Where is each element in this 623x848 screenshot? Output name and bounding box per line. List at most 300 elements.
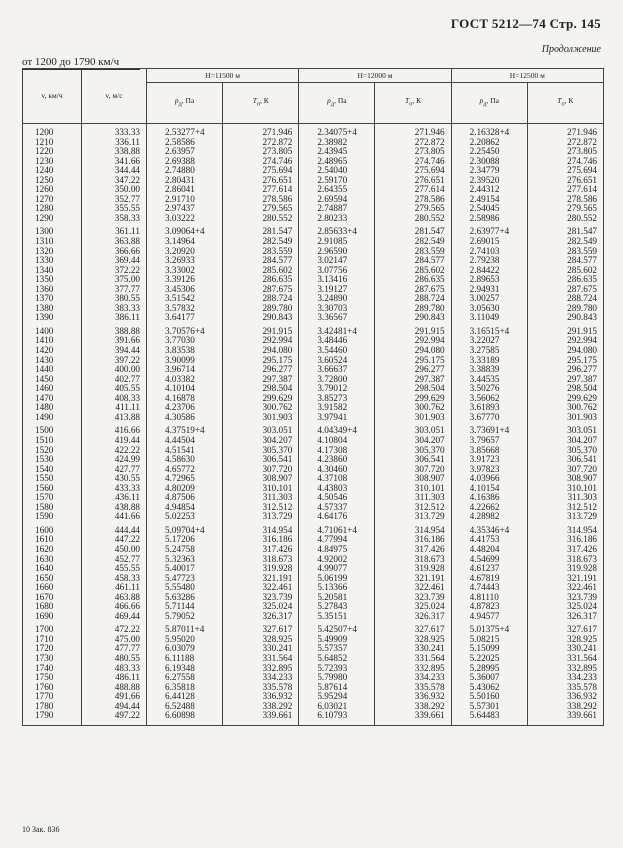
temperature-cells xyxy=(223,128,299,223)
table-cell: 1650 xyxy=(35,573,54,583)
table-cell: 273.805 xyxy=(262,147,293,157)
table-cell: 1310 xyxy=(35,237,54,247)
col-header-temperature xyxy=(223,83,299,124)
table-cell: 326.317 xyxy=(567,611,597,621)
table-cell: 3.97823 xyxy=(469,464,500,474)
speed-ms-cells xyxy=(82,227,147,322)
col-header-temperature xyxy=(375,83,451,124)
table-cell: 311.303 xyxy=(415,493,445,503)
table-cell: 3.77030 xyxy=(165,336,195,346)
table-cell: 2.59170 xyxy=(317,175,348,185)
table-cell: 308.907 xyxy=(567,474,597,484)
table-cell: 3.85273 xyxy=(317,393,348,403)
table-cell: 298.504 xyxy=(414,384,445,394)
table-cell: 1430 xyxy=(35,355,54,365)
table-cell: 347.22 xyxy=(114,175,140,185)
table-cell: 1400 xyxy=(35,326,54,336)
table-cell: 3.11049 xyxy=(469,313,500,323)
speed-ms-cells xyxy=(82,426,147,521)
table-cell: 1480 xyxy=(35,403,54,413)
table-cell: 2.64355 xyxy=(317,185,348,195)
table-cell: 3.26933 xyxy=(165,256,195,266)
table-cell: 330.241 xyxy=(414,644,445,654)
table-cell: 290.843 xyxy=(414,313,445,323)
table-cell: 300.762 xyxy=(567,403,597,413)
table-cell: 5.79980 xyxy=(317,673,348,683)
table-cell: 3.07756 xyxy=(317,265,348,275)
pressure-cells xyxy=(147,625,223,720)
table-cell: 3.09064+4 xyxy=(165,227,205,237)
table-cell: 282.549 xyxy=(414,237,445,247)
table-cell: 469.44 xyxy=(114,611,140,621)
table-cell: 2.58986 xyxy=(469,213,500,223)
table-cell: 2.80233 xyxy=(317,213,348,223)
table-cell: 2.49154 xyxy=(469,194,500,204)
pressure-cells xyxy=(299,227,375,322)
temperature-unit: , К xyxy=(260,96,269,106)
table-cell: 4.10804 xyxy=(317,435,348,445)
table-cell: 3.39126 xyxy=(165,275,195,285)
table-cell: 3.27585 xyxy=(469,346,500,356)
table-cell: 2.69594 xyxy=(317,194,348,204)
table-cell: 301.903 xyxy=(567,412,597,422)
table-cell: 326.317 xyxy=(262,611,293,621)
table-cell: 4.77994 xyxy=(317,535,348,545)
table-cell: 5.47723 xyxy=(165,573,195,583)
pressure-unit: , Па xyxy=(181,96,195,106)
table-cell: 1760 xyxy=(35,682,54,692)
temperature-cells xyxy=(223,426,299,521)
table-cell: 3.72800 xyxy=(317,374,348,384)
table-cell: 6.19348 xyxy=(165,663,195,673)
table-cell: 308.907 xyxy=(262,474,293,484)
table-cell: 1390 xyxy=(35,313,54,323)
table-cell: 281.547 xyxy=(567,227,597,237)
table-cell: 4.74443 xyxy=(469,583,500,593)
table-cell: 394.44 xyxy=(114,346,140,356)
table-cell: 5.50160 xyxy=(469,692,500,702)
pressure-cells xyxy=(299,625,375,720)
table-cell: 4.10154 xyxy=(469,483,500,493)
table-cell: 325.024 xyxy=(262,602,293,612)
temperature-cells xyxy=(223,526,299,621)
table-cell: 4.16878 xyxy=(165,393,195,403)
table-cell: 278.586 xyxy=(567,194,597,204)
table-cell: 300.762 xyxy=(414,403,445,413)
table-cell: 3.16515+4 xyxy=(469,326,510,336)
table-cell: 298.504 xyxy=(262,384,293,394)
temperature-cells xyxy=(527,526,603,621)
table-cell: 377.77 xyxy=(114,284,140,294)
table-cell: 310.101 xyxy=(567,483,597,493)
table-cell: 2.80431 xyxy=(165,175,195,185)
table-cell: 277.614 xyxy=(262,185,293,195)
table-cell: 475.00 xyxy=(114,634,140,644)
table-cell: 316.186 xyxy=(262,535,293,545)
table-cell: 275.694 xyxy=(414,166,445,176)
table-cell: 6.10793 xyxy=(317,711,348,721)
table-cell: 338.292 xyxy=(262,701,293,711)
pressure-cells xyxy=(451,128,527,223)
table-cell: 4.87823 xyxy=(469,602,500,612)
table-cell: 271.946 xyxy=(567,128,597,137)
table-cell: 3.14964 xyxy=(165,237,195,247)
temperature-cells xyxy=(527,227,603,322)
table-cell: 5.57357 xyxy=(317,644,348,654)
table-cell: 3.90099 xyxy=(165,355,195,365)
temperature-cells xyxy=(375,426,451,521)
table-cell: 298.504 xyxy=(567,384,597,394)
table-cell: 402.77 xyxy=(114,374,140,384)
table-cell: 2.38982 xyxy=(317,137,348,147)
table-cell: 1280 xyxy=(35,204,54,214)
table-cell: 311.303 xyxy=(262,493,293,503)
table-cell: 282.549 xyxy=(262,237,293,247)
table-cell: 1460 xyxy=(35,384,54,394)
table-cell: 330.241 xyxy=(262,644,293,654)
table-cell: 2.48965 xyxy=(317,156,348,166)
table-cell: 424.99 xyxy=(114,455,140,465)
table-cell: 280.552 xyxy=(414,213,445,223)
table-cell: 2.91085 xyxy=(317,237,348,247)
speed-ms-cells xyxy=(82,128,147,223)
table-cell: 334.233 xyxy=(414,673,445,683)
table-cell: 280.552 xyxy=(262,213,293,223)
table-cell: 1570 xyxy=(35,493,54,503)
table-cell: 436.11 xyxy=(115,493,140,503)
table-cell: 3.66637 xyxy=(317,365,348,375)
table-cell: 331.564 xyxy=(567,653,597,663)
table-cell: 447.22 xyxy=(114,535,140,545)
table-cell: 1380 xyxy=(35,303,54,313)
table-cell: 310.101 xyxy=(262,483,293,493)
table-cell: 416.66 xyxy=(114,426,140,436)
table-cell: 3.83538 xyxy=(165,346,195,356)
table-cell: 2.30088 xyxy=(469,156,500,166)
table-cell: 1780 xyxy=(35,701,54,711)
table-cell: 4.51541 xyxy=(165,445,195,455)
table-cell: 303.051 xyxy=(567,426,597,436)
table-cell: 301.903 xyxy=(414,412,445,422)
table-cell: 2.69015 xyxy=(469,237,500,247)
table-cell: 388.88 xyxy=(114,326,140,336)
table-cell: 438.88 xyxy=(114,502,140,512)
table-cell: 1610 xyxy=(35,535,54,545)
temperature-cells xyxy=(527,625,603,720)
table-cell: 297.387 xyxy=(262,374,293,384)
pressure-cells xyxy=(451,526,527,621)
table-cell: 317.426 xyxy=(414,544,445,554)
table-cell: 289.780 xyxy=(414,303,445,313)
table-cell: 288.724 xyxy=(414,294,445,304)
page-header xyxy=(451,16,601,32)
table-cell: 325.024 xyxy=(567,602,597,612)
table-cell: 1300 xyxy=(35,227,54,237)
table-row-group xyxy=(23,526,604,621)
table-cell: 335.578 xyxy=(567,682,597,692)
table-cell: 310.101 xyxy=(414,483,445,493)
table-cell: 3.33189 xyxy=(469,355,500,365)
table-cell: 1620 xyxy=(35,544,54,554)
table-cell: 5.79052 xyxy=(165,611,195,621)
table-cell: 3.67770 xyxy=(469,412,500,422)
table-cell: 1730 xyxy=(35,653,54,663)
table-cell: 294.080 xyxy=(414,346,445,356)
table-cell: 3.61893 xyxy=(469,403,500,413)
col-header-altitude-3: H=12500 м xyxy=(451,69,603,83)
table-cell: 327.617 xyxy=(262,625,293,635)
table-cell: 292.994 xyxy=(414,336,445,346)
table-cell: 1770 xyxy=(35,692,54,702)
temperature-symbol: $T_о$ xyxy=(252,96,260,108)
table-cell: 5.72393 xyxy=(317,663,348,673)
table-cell: 1550 xyxy=(35,474,54,484)
table-cell: 450.00 xyxy=(114,544,140,554)
table-cell: 273.805 xyxy=(567,147,597,157)
table-cell: 274.746 xyxy=(567,156,597,166)
table-cell: 301.903 xyxy=(262,412,293,422)
table-cell: 1670 xyxy=(35,592,54,602)
temperature-symbol: $T_о$ xyxy=(405,96,413,108)
table-cell: 3.45306 xyxy=(165,284,195,294)
table-cell: 1210 xyxy=(35,137,54,147)
table-cell: 2.54040 xyxy=(317,166,348,176)
temperature-cells xyxy=(375,625,451,720)
table-cell: 458.33 xyxy=(114,573,140,583)
table-cell: 281.547 xyxy=(262,227,293,237)
table-cell: 284.577 xyxy=(262,256,293,266)
table-row-group xyxy=(23,625,604,720)
table-cell: 1790 xyxy=(35,711,54,721)
table-cell: 292.994 xyxy=(567,336,597,346)
table-cell: 1440 xyxy=(35,365,54,375)
speed-ms-cells xyxy=(82,625,147,720)
table-cell: 294.080 xyxy=(262,346,293,356)
pressure-symbol: $p_д$ xyxy=(479,96,487,108)
temperature-cells xyxy=(375,128,451,223)
table-cell: 339.661 xyxy=(567,711,597,721)
table-cell: 305.370 xyxy=(414,445,445,455)
temperature-symbol: $T_о$ xyxy=(557,96,565,108)
table-cell: 4.71061+4 xyxy=(317,525,357,535)
table-cell: 494.44 xyxy=(114,701,140,711)
table-cell: 326.317 xyxy=(414,611,445,621)
table-cell: 304.207 xyxy=(262,435,293,445)
table-cell: 4.17308 xyxy=(317,445,348,455)
table-cell: 1590 xyxy=(35,512,54,522)
table-cell: 2.84422 xyxy=(469,265,500,275)
table-cell: 408.33 xyxy=(114,393,140,403)
table-cell: 314.954 xyxy=(262,525,293,535)
group-spacer xyxy=(23,721,604,726)
table-cell: 1200 xyxy=(35,128,54,137)
table-cell: 430.55 xyxy=(114,474,140,484)
table-cell: 5.15099 xyxy=(469,644,500,654)
table-cell: 4.57337 xyxy=(317,502,348,512)
table-cell: 3.85668 xyxy=(469,445,500,455)
col-header-pressure xyxy=(451,83,527,124)
table-cell: 4.94577 xyxy=(469,611,500,621)
table-cell: 282.549 xyxy=(567,237,597,247)
table-cell: 413.88 xyxy=(114,412,140,422)
table-cell: 319.928 xyxy=(567,564,597,574)
table-cell: 1220 xyxy=(35,147,54,157)
table-cell: 312.512 xyxy=(567,502,597,512)
table-cell: 323.739 xyxy=(414,592,445,602)
table-cell: 332.895 xyxy=(567,663,597,673)
table-cell: 461.11 xyxy=(115,583,140,593)
table-cell: 3.91723 xyxy=(469,455,500,465)
table-cell: 338.292 xyxy=(567,701,597,711)
table-cell: 4.10104 xyxy=(165,384,195,394)
table-cell: 463.88 xyxy=(114,592,140,602)
table-cell: 3.00257 xyxy=(469,294,500,304)
table-cell: 366.66 xyxy=(114,246,140,256)
table-cell: 3.48446 xyxy=(317,336,348,346)
table-cell: 3.64177 xyxy=(165,313,195,323)
table-cell: 4.35346+4 xyxy=(469,525,510,535)
table-cell: 2.89653 xyxy=(469,275,500,285)
table-cell: 6.27558 xyxy=(165,673,195,683)
table-cell: 488.88 xyxy=(114,682,140,692)
table-cell: 3.44535 xyxy=(469,374,500,384)
table-cell: 5.87011+4 xyxy=(165,625,205,635)
table-cell: 397.22 xyxy=(114,355,140,365)
table-cell: 306.541 xyxy=(262,455,293,465)
table-cell: 274.746 xyxy=(414,156,445,166)
speed-kmh-cells xyxy=(23,526,82,621)
pressure-cells xyxy=(451,625,527,720)
table-cell: 6.52488 xyxy=(165,701,195,711)
table-cell: 317.426 xyxy=(567,544,597,554)
temperature-cells xyxy=(223,227,299,322)
table-cell: 444.44 xyxy=(114,525,140,535)
table-cell: 280.552 xyxy=(567,213,597,223)
table-cell: 327.617 xyxy=(567,625,597,635)
table-cell: 307.720 xyxy=(262,464,293,474)
speed-kmh-cells xyxy=(23,227,82,322)
table-cell: 3.73691+4 xyxy=(469,426,510,436)
table-cell: 1510 xyxy=(35,435,54,445)
table-cell: 1500 xyxy=(35,426,54,436)
table-cell: 3.38839 xyxy=(469,365,500,375)
table-cell: 1340 xyxy=(35,265,54,275)
table-cell: 3.57832 xyxy=(165,303,195,313)
table-cell: 291.915 xyxy=(567,326,597,336)
table-cell: 1410 xyxy=(35,336,54,346)
table-cell: 335.578 xyxy=(262,682,293,692)
table-cell: 1450 xyxy=(35,374,54,384)
table-cell: 1290 xyxy=(35,213,54,223)
table-cell: 383.33 xyxy=(114,303,140,313)
speed-kmh-cells xyxy=(23,625,82,720)
pressure-cells xyxy=(299,128,375,223)
table-cell: 313.729 xyxy=(262,512,293,522)
table-cell: 472.22 xyxy=(114,625,140,635)
table-cell: 3.05630 xyxy=(469,303,500,313)
temperature-cells xyxy=(527,128,603,223)
temperature-cells xyxy=(527,327,603,422)
table-cell: 3.33002 xyxy=(165,265,195,275)
table-cell: 290.843 xyxy=(567,313,597,323)
table-cell: 5.42507+4 xyxy=(317,625,357,635)
table-cell: 2.58586 xyxy=(165,137,195,147)
table-cell: 5.95294 xyxy=(317,692,348,702)
table-cell: 5.40017 xyxy=(165,564,195,574)
table-cell: 322.461 xyxy=(414,583,445,593)
table-cell: 297.387 xyxy=(567,374,597,384)
table-cell: 323.739 xyxy=(262,592,293,602)
table-cell: 1720 xyxy=(35,644,54,654)
table-cell: 328.925 xyxy=(567,634,597,644)
table-cell: 2.44312 xyxy=(469,185,500,195)
table-cell: 6.60898 xyxy=(165,711,195,721)
pressure-unit: , Па xyxy=(486,96,499,106)
table-cell: 283.559 xyxy=(262,246,293,256)
table-row-group xyxy=(23,128,604,223)
table-cell: 455.55 xyxy=(114,564,140,574)
pressure-unit: , Па xyxy=(334,96,347,106)
table-cell: 441.66 xyxy=(114,512,140,522)
table-cell: 328.925 xyxy=(414,634,445,644)
table-cell: 275.694 xyxy=(567,166,597,176)
table-cell: 2.34779 xyxy=(469,166,500,176)
table-cell: 4.16386 xyxy=(469,493,500,503)
page-number: Стр. 145 xyxy=(549,16,601,31)
table-cell: 1690 xyxy=(35,611,54,621)
speed-kmh-cells xyxy=(23,426,82,521)
table-cell: 352.77 xyxy=(114,194,140,204)
page-footer: 10 Зак. 836 xyxy=(22,825,60,834)
table-cell: 1680 xyxy=(35,602,54,612)
table-cell: 2.94931 xyxy=(469,284,500,294)
table-cell: 4.30460 xyxy=(317,464,348,474)
table-cell: 4.37108 xyxy=(317,474,348,484)
table-cell: 5.36007 xyxy=(469,673,500,683)
table-cell: 276.651 xyxy=(567,175,597,185)
table-cell: 287.675 xyxy=(567,284,597,294)
table-cell: 4.54699 xyxy=(469,554,500,564)
table-cell: 5.28995 xyxy=(469,663,500,673)
table-row-group xyxy=(23,426,604,521)
table-cell: 5.87614 xyxy=(317,682,348,692)
table-cell: 2.34075+4 xyxy=(317,128,357,137)
table-cell: 2.20862 xyxy=(469,137,500,147)
table-cell: 5.22025 xyxy=(469,653,500,663)
table-cell: 4.65772 xyxy=(165,464,195,474)
table-cell: 336.11 xyxy=(115,137,140,147)
table-cell: 295.175 xyxy=(567,355,597,365)
table-cell: 316.186 xyxy=(414,535,445,545)
table-cell: 1750 xyxy=(35,673,54,683)
table-cell: 2.74880 xyxy=(165,166,195,176)
table-cell: 2.69388 xyxy=(165,156,195,166)
pressure-cells xyxy=(147,426,223,521)
table-cell: 287.675 xyxy=(414,284,445,294)
table-cell: 321.191 xyxy=(567,573,597,583)
table-cell: 5.27843 xyxy=(317,602,348,612)
table-cell: 275.694 xyxy=(262,166,293,176)
table-cell: 319.928 xyxy=(414,564,445,574)
table-cell: 313.729 xyxy=(414,512,445,522)
table-cell: 314.954 xyxy=(567,525,597,535)
table-cell: 294.080 xyxy=(567,346,597,356)
table-cell: 339.661 xyxy=(414,711,445,721)
table-cell: 1420 xyxy=(35,346,54,356)
table-cell: 330.241 xyxy=(567,644,597,654)
table-cell: 400.00 xyxy=(114,365,140,375)
table-cell: 1230 xyxy=(35,156,54,166)
